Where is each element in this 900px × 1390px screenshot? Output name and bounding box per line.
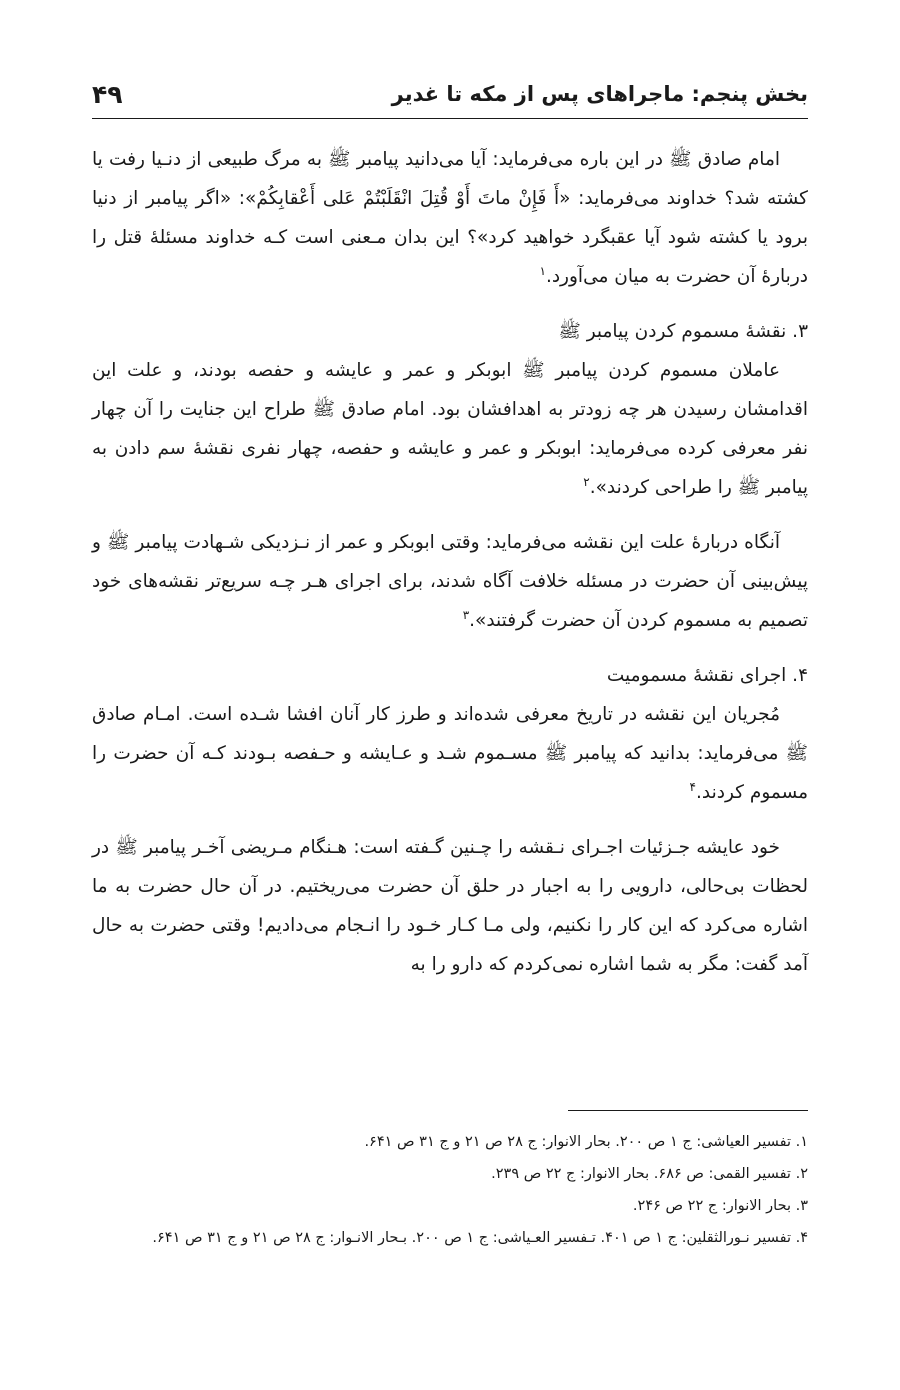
chapter-title: بخش پنجم: ماجراهای پس از مکه تا غدیر	[391, 82, 808, 106]
section-heading-4: ۴. اجرای نقشۀ مسمومیت	[606, 665, 808, 686]
paragraph-5-text: خود عایشه جـزئیات اجـرای نـقشه را چـنین گـفته است: هـنگام مـریضی آخـر پیامبر ﷺ در لحظات بی‌حالی، دارویی را به اجبار در حلق آن حضرت می‌ریختیم. در آن حال حضرت به ما اشاره می‌کرد که این کار را نکنیم، ولی مـا کـار خـود را انـجام می‌دادیم! وقتی حضرت به حال آمد گفت: مگر به شما اشاره نمی‌کردم که دارو را به	[92, 837, 808, 975]
section-heading-3: ۳. نقشۀ مسموم کردن پیامبر ﷺ	[558, 321, 808, 342]
footnote-1: ۱. تفسیر العیاشی: ج ۱ ص ۲۰۰. بحار الانوار: ج ۲۸ ص ۲۱ و ج ۳۱ ص ۶۴۱.	[364, 1134, 808, 1150]
paragraph-1-text: امام صادق ﷺ در این باره می‌فرماید: آیا می‌دانید پیامبر ﷺ به مرگ طبیعی از دنـیا رفت یا کشته شد؟ خداوند می‌فرماید: «أَ فَإِنْ ماتَ أَوْ قُتِلَ انْقَلَبْتُمْ عَلی أَعْقابِکُمْ»: «اگر پیامبر از دنیا برود یا کشته شود آیا عقبگرد خواهید کرد»؟ این بدان مـعنی است کـه خداوند مسئلۀ قتل را دربارۀ آن حضرت به میان می‌آورد.	[92, 149, 808, 287]
paragraph-3	[92, 523, 808, 640]
footnote-ref-1[interactable]: ۱	[539, 263, 546, 278]
paragraph-5	[92, 828, 808, 984]
paragraph-3-text: آنگاه دربارۀ علت این نقشه می‌فرماید: وقتی ابوبکر و عمر از نـزدیکی شـهادت پیامبر ﷺ و پیش‌بینی آن حضرت در مسئله خلافت آگاه شدند، برای اجرای هـر چـه سریع‌تر نقشه‌های خود تصمیم به مسموم کردن آن حضرت گرفتند».	[92, 532, 808, 631]
paragraph-2	[92, 351, 808, 507]
running-header	[92, 72, 808, 116]
footnote-ref-2[interactable]: ۲	[583, 474, 590, 489]
footnote-divider	[568, 1110, 808, 1111]
footnote-ref-4[interactable]: ۴	[689, 779, 696, 794]
footnote-ref-3[interactable]: ۳	[462, 607, 470, 622]
paragraph-4-text: مُجریان این نقشه در تاریخ معرفی شده‌اند و طرز کار آنان افشا شـده است. امـام صادق ﷺ می‌فرماید: بدانید که پیامبر ﷺ مسـموم شـد و عـایشه و حـفصه بـودند کـه آن حضرت را مسموم کردند.	[92, 704, 808, 803]
paragraph-2-text: عاملان مسموم کردن پیامبر ﷺ ابوبکر و عمر و عایشه و حفصه بودند، و علت این اقدامشان رسیدن هر چه زودتر به اهدافشان بود. امام صادق ﷺ طراح این جنایت را آن چهار نفر معرفی کرده می‌فرماید: ابوبکر و عمر و عایشه و حفصه، چهار نفری نقشۀ سم دادن به پیامبر ﷺ را طراحی کردند».	[92, 360, 808, 498]
footnote-2: ۲. تفسیر القمی: ص ۶۸۶. بحار الانوار: ج ۲۲ ص ۲۳۹.	[491, 1166, 808, 1182]
paragraph-1	[92, 140, 808, 296]
footnote-3: ۳. بحار الانوار: ج ۲۲ ص ۲۴۶.	[632, 1198, 808, 1214]
footnotes	[92, 1126, 808, 1254]
footnote-4: ۴. تفسیر نـورالثقلین: ج ۱ ص ۴۰۱. تـفسیر العـیاشی: ج ۱ ص ۲۰۰. بـحار الانـوار: ج ۲۸ ص ۲۱ و ج ۳۱ ص ۶۴۱.	[152, 1230, 808, 1246]
main-text	[92, 140, 808, 984]
paragraph-4	[92, 695, 808, 812]
header-divider	[92, 118, 808, 119]
page-number: ۴۹	[92, 79, 123, 109]
